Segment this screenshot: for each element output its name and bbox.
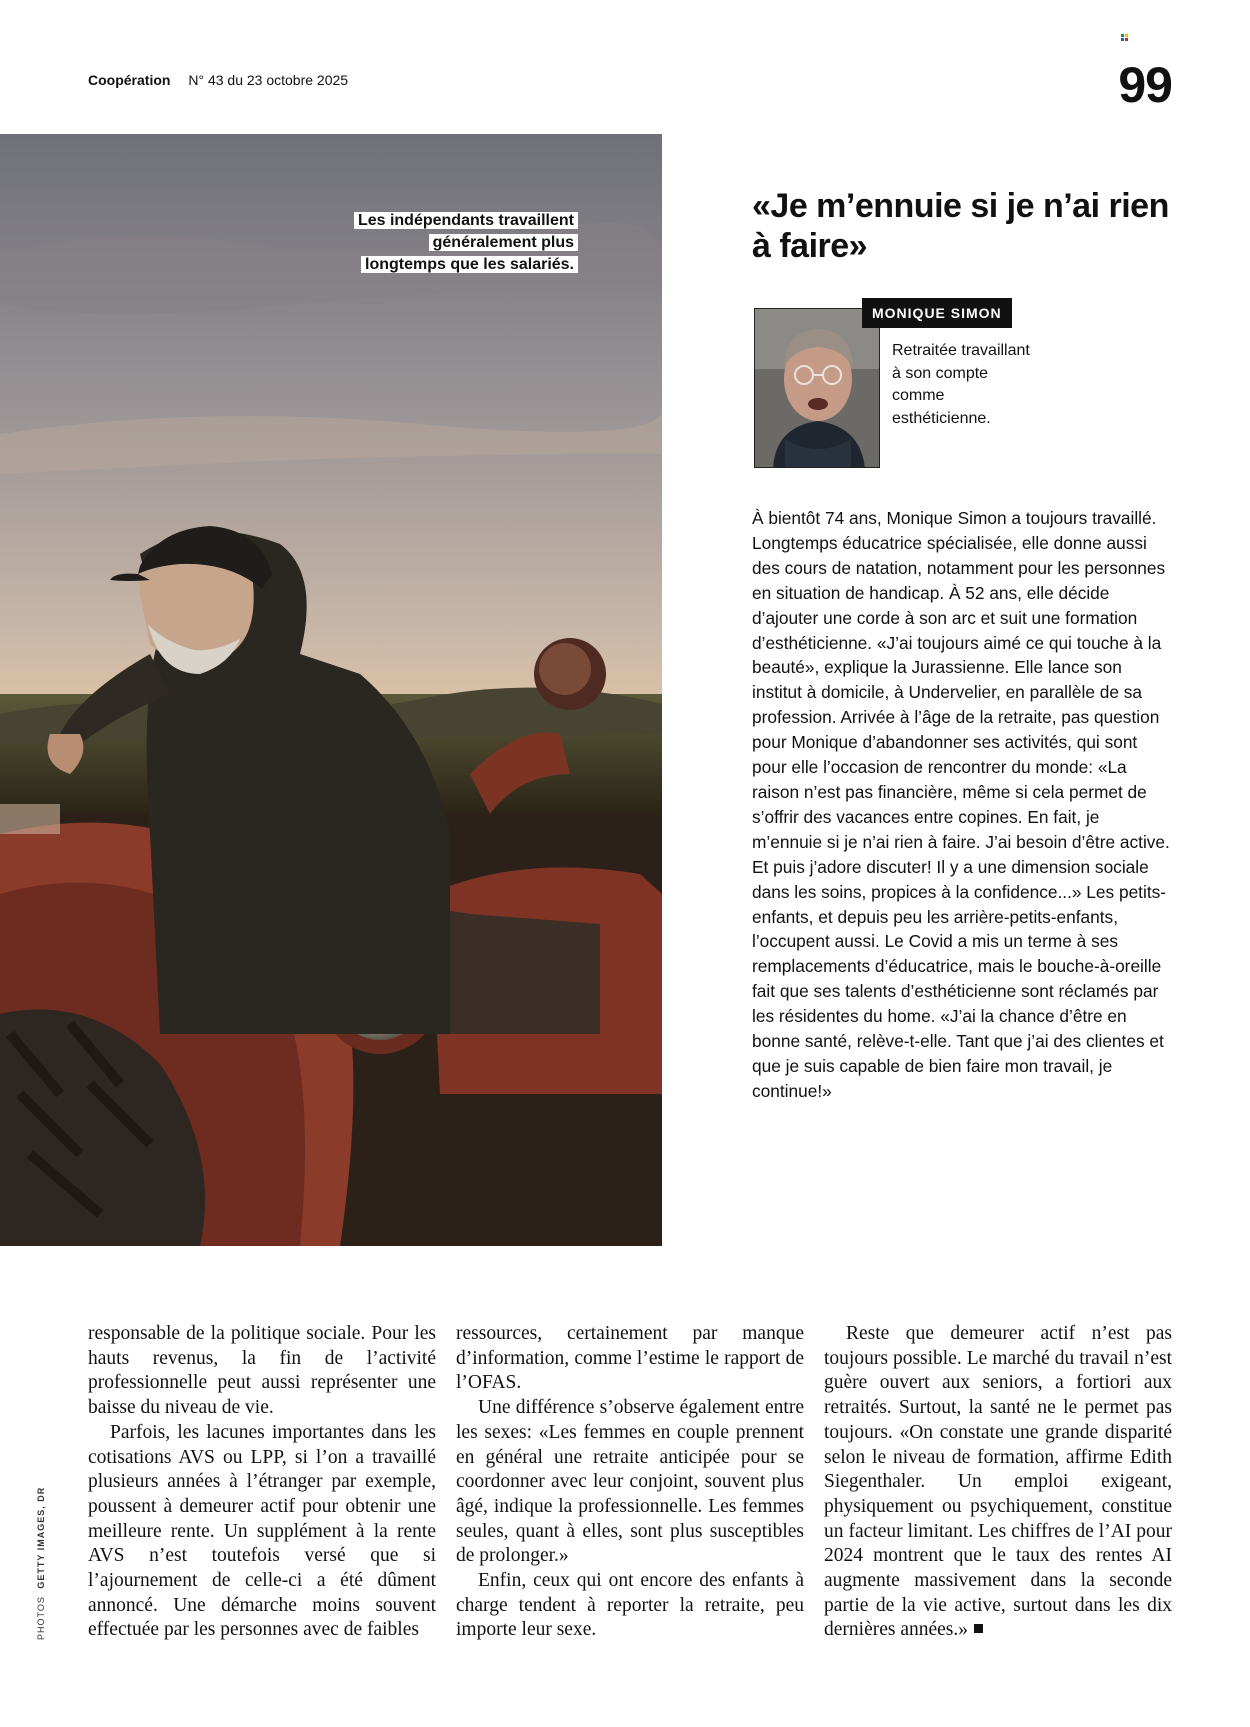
article-paragraph: Enfin, ceux qui ont encore des enfants à charge tendent à reporter la retraite, peu importe leur sexe. [456,1570,804,1641]
issue-info: N° 43 du 23 octobre 2025 [188,72,349,88]
article-paragraph: Parfois, les lacunes importantes dans les cotisations AVS ou LPP, si l’on a travaillé plusieurs années à l’étranger par exemple, poussent à demeurer actif pour obtenir une meilleure rente. Un supplément à la rente AVS n’est toutefois versé que si l’ajournement de celle-ci a été dûment annoncé. Une démarche moins souvent effectuée par les personnes avec de faibles [88,1421,436,1641]
article-paragraph-text: Reste que demeurer actif n’est pas toujours possible. Le marché du travail n’est guère ouvert aux seniors, a fortiori aux retraités. Surtout, la santé ne le permet pas toujours. «On constate une grande disparité selon le niveau de formation, affirme Edith Siegenthaler. Un emploi exigeant, physiquement ou psychiquement, constitue un facteur limitant. Les chiffres de l’AI pour 2024 montrent que le taux des rentes AI augmente massivement dans la seconde partie de la vie active, surtout dans les dix dernières années.» [824,1323,1172,1641]
farmer-tractor-photo [0,134,662,1246]
page-header [88,72,348,88]
portrait-photo [754,308,880,468]
article-column-3 [824,1322,1172,1643]
sidebar-paragraph: À bientôt 74 ans, Monique Simon a toujours travaillé. Longtemps éducatrice spécialisée, elle donne aussi des cours de natation, notamment pour les personnes en situation de handicap. À 52 ans, elle décide d’ajouter une corde à son arc et suit une formation d’esthéticienne. «J’ai toujours aimé ce qui touche à la beauté», explique la Jurassienne. Elle lance son institut à domicile, à Undervelier, en parallèle de sa profession. Arrivée à l’âge de la retraite, pas question pour Monique d’abandonner ses activités, qui sont pour elle l’occasion de rencontrer du monde: «La raison n’est pas financière, même si cela permet de s’offrir des vacances entre copines. En fait, je m’ennuie si je n’ai rien à faire. J’ai besoin d’être active. Et puis j’adore discuter! Il y a une dimension sociale dans les soins, propices à la confidence...» Les petits-enfants, et depuis peu les arrière-petits-enfants, l’occupent aussi. Le Covid a mis un terme à ses remplacements d’éducatrice, mais le bouche-à-oreille fait que ses talents d’esthéticienne sont réclamés par les résidentes du home. «J’ai la chance d’être en bonne santé, relève-t-elle. Tant que j’ai des clientes et que je suis capable de bien faire mon travail, je continue!» [752,508,1170,1101]
sidebar-text [752,506,1172,1104]
article-paragraph-final [824,1322,1172,1643]
sidebar-headline: «Je m’ennuie si je n’ai rien à faire» [752,187,1169,265]
article-paragraph: ressources, certainement par manque d’information, comme l’estime le rapport de l’OFAS. [456,1323,804,1394]
person-name-badge: MONIQUE SIMON [862,298,1012,328]
article-paragraph: Une différence s’observe également entre les sexes: «Les femmes en couple prennent en général une retraite anticipée pour se coordonner avec leur conjoint, souvent plus âgé, indique la professionnelle. Les femmes seules, quant à elles, sont plus susceptibles de prolonger.» [456,1397,804,1567]
photo-credit [36,1487,46,1640]
article-paragraph: responsable de la politique sociale. Pour les hauts revenus, la fin de l’activité professionnelle peut aussi représenter une baisse du niveau de vie. [88,1323,436,1419]
page-number: 99 [1118,57,1172,113]
photo-caption-text: Les indépendants travaillent généralement plus longtemps que les salariés. [354,212,578,273]
publication-name: Coopération [88,72,171,88]
article-column-1 [88,1322,436,1643]
photo-credit-label: PHOTOS [36,1596,46,1640]
person-bio: Retraitée travaillant à son compte comme esthéticienne. [892,342,1030,427]
end-mark-icon [974,1624,983,1633]
color-mark-icon [1121,34,1128,41]
photo-credit-sources: GETTY IMAGES, DR [36,1486,46,1589]
photo-caption [352,210,578,276]
article-column-2 [456,1322,804,1643]
